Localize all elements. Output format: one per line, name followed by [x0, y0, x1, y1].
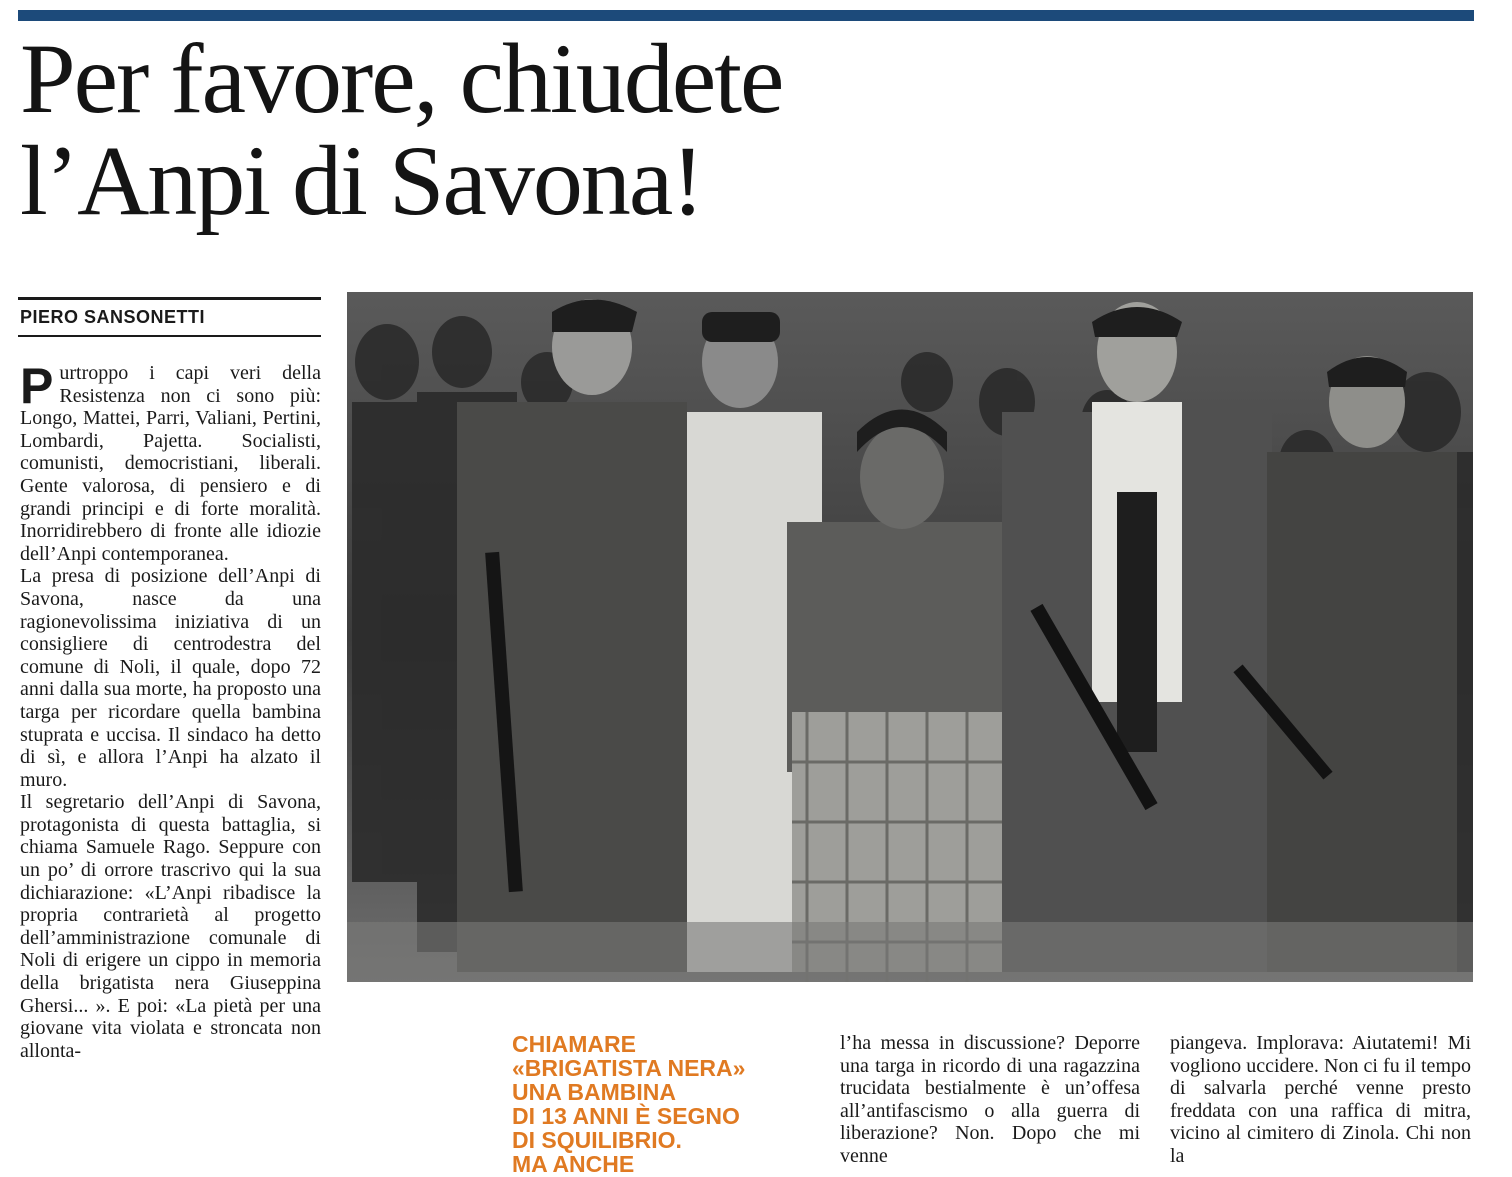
paragraph-1-text: urtroppo i capi veri della Resistenza non ci sono più: Longo, Mattei, Parri, Valiani, Pertini, Lombardi, Pajetta. Socialisti, comunisti, democristiani, liberali. Gente valorosa, di pensiero e di grandi principi e di forte moralità. Inorridirebbero di fronte alle idiozie dell’Anpi contemporanea. [20, 362, 321, 565]
photo-illustration [347, 292, 1473, 982]
paragraph-3: Il segretario dell’Anpi di Savona, protagonista di questa battaglia, si chiama Samuele Rago. Seppure con un po’ di orrore trascrivo qui la sua dichiarazione: «L’Anpi ribadisce la propria contrarietà al progetto dell’amministrazione comunale di Noli di erigere un cippo in memoria della brigatista nera Giuseppina Ghersi... ». E poi: «La pietà per una giovane vita violata e stroncata non allonta- [20, 791, 321, 1062]
column-3-text: l’ha messa in discussione? Deporre una targa in ricordo di una ragazzina trucidata bestialmente è un’offesa all’antifascismo o alla guerra di liberazione? Non. Dopo che mi venne [840, 1032, 1140, 1167]
column-4-text: piangeva. Implorava: Aiutatemi! Mi vogliono uccidere. Non ci fu il tempo di salvarla perché venne presto freddata con una raffica di mitra, vicino al cimitero di Zinola. Chi non la [1170, 1032, 1471, 1167]
byline-rule-bottom [18, 335, 321, 337]
pull-quote-line: DI 13 ANNI È SEGNO [512, 1103, 740, 1129]
paragraph-1 [20, 358, 321, 565]
headline [20, 23, 1120, 236]
headline-line-1: Per favore, chiudete [20, 23, 783, 134]
top-color-bar [18, 10, 1474, 21]
paragraph-2: La presa di posizione dell’Anpi di Savona, nasce da una ragionevolissima iniziativa di un consigliere di centrodestra del comune di Noli, il quale, dopo 72 anni dalla sua morte, ha proposto una targa per ricordare quella bambina stuprata e uccisa. Il sindaco ha detto di sì, e allora l’Anpi ha alzato il muro. [20, 565, 321, 791]
historical-photo [347, 292, 1473, 982]
pull-quote-line: «BRIGATISTA NERA» [512, 1055, 746, 1081]
pull-quote-line: DI SQUILIBRIO. [512, 1127, 682, 1153]
byline-rule-top [18, 297, 321, 300]
pull-quote-line: MA ANCHE [512, 1151, 635, 1177]
article-column-4 [1170, 1032, 1471, 1167]
headline-line-2: l’Anpi di Savona! [20, 125, 703, 236]
pull-quote-line: UNA BAMBINA [512, 1079, 676, 1105]
article-column-3 [840, 1032, 1140, 1167]
drop-cap: P [20, 358, 54, 414]
byline-author: PIERO SANSONETTI [20, 307, 206, 327]
article-column-1 [20, 358, 321, 1062]
pull-quote [512, 1031, 802, 1177]
pull-quote-line: CHIAMARE [512, 1031, 636, 1057]
